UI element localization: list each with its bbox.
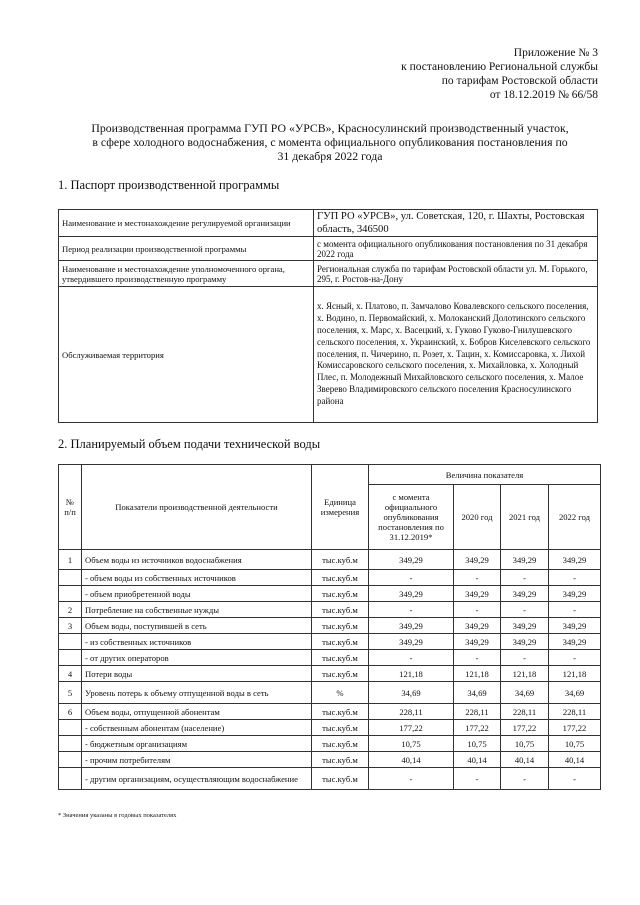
row-value: - xyxy=(454,768,501,790)
table-row xyxy=(59,210,598,237)
passport-value: ГУП РО «УРСВ», ул. Советская, 120, г. Шахты, Ростовская область, 346500 xyxy=(314,210,598,237)
header-unit: Единица измерения xyxy=(312,465,369,550)
footnote: * Значения указаны в годовых показателях xyxy=(58,812,177,819)
row-num: 4 xyxy=(59,666,82,682)
passport-label: Наименование и местонахождение уполномоченного органа, утвердившего производственную программу xyxy=(59,261,314,287)
table-row xyxy=(59,261,598,287)
row-num xyxy=(59,768,82,790)
row-value: 349,29 xyxy=(501,634,549,650)
row-indicator: Объем воды из источников водоснабжения xyxy=(82,550,312,570)
row-value: - xyxy=(549,602,601,618)
row-unit: тыс.куб.м xyxy=(312,634,369,650)
row-value: 349,29 xyxy=(454,586,501,602)
row-value: - xyxy=(369,650,454,666)
volume-table xyxy=(58,464,601,790)
row-value: 228,11 xyxy=(549,704,601,720)
row-indicator: Объем воды, поступившей в сеть xyxy=(82,618,312,634)
table-row xyxy=(59,287,598,423)
row-value: - xyxy=(369,768,454,790)
row-num: 1 xyxy=(59,550,82,570)
row-unit: % xyxy=(312,682,369,704)
row-value: - xyxy=(549,570,601,586)
row-value: 228,11 xyxy=(501,704,549,720)
row-indicator: Потери воды xyxy=(82,666,312,682)
row-value: 349,29 xyxy=(501,586,549,602)
table-row xyxy=(59,704,601,720)
row-num: 5 xyxy=(59,682,82,704)
row-value: - xyxy=(369,602,454,618)
row-num xyxy=(59,720,82,736)
row-num xyxy=(59,586,82,602)
row-value: 349,29 xyxy=(369,586,454,602)
row-value: 228,11 xyxy=(369,704,454,720)
title-line: 31 декабря 2022 года xyxy=(277,149,383,163)
row-unit: тыс.куб.м xyxy=(312,720,369,736)
header-col3: 2021 год xyxy=(501,485,549,550)
row-unit: тыс.куб.м xyxy=(312,752,369,768)
row-num xyxy=(59,650,82,666)
row-value: 177,22 xyxy=(501,720,549,736)
row-value: - xyxy=(369,570,454,586)
title-line: в сфере холодного водоснабжения, с момента официального опубликования постановления по xyxy=(92,135,568,149)
row-value: 34,69 xyxy=(369,682,454,704)
header-group: Величина показателя xyxy=(369,465,601,485)
row-value: 40,14 xyxy=(501,752,549,768)
table-row xyxy=(59,650,601,666)
row-value: - xyxy=(549,650,601,666)
table-row xyxy=(59,736,601,752)
row-value: 349,29 xyxy=(454,618,501,634)
table-row xyxy=(59,550,601,570)
appendix-line: к постановлению Региональной службы xyxy=(401,61,598,73)
row-value: 349,29 xyxy=(454,550,501,570)
row-indicator: - бюджетным организациям xyxy=(82,736,312,752)
row-num: 3 xyxy=(59,618,82,634)
table-row xyxy=(59,682,601,704)
row-value: 34,69 xyxy=(549,682,601,704)
volume-table-body xyxy=(59,550,601,790)
row-indicator: Потребление на собственные нужды xyxy=(82,602,312,618)
row-unit: тыс.куб.м xyxy=(312,704,369,720)
row-value: - xyxy=(501,570,549,586)
row-value: 349,29 xyxy=(501,618,549,634)
row-unit: тыс.куб.м xyxy=(312,650,369,666)
row-value: 349,29 xyxy=(549,618,601,634)
row-unit: тыс.куб.м xyxy=(312,602,369,618)
row-value: 349,29 xyxy=(549,634,601,650)
row-indicator: - от других операторов xyxy=(82,650,312,666)
document-title xyxy=(50,121,610,163)
row-indicator: Уровень потерь к объему отпущенной воды в сеть xyxy=(82,682,312,704)
table-row xyxy=(59,618,601,634)
row-value: 349,29 xyxy=(369,550,454,570)
appendix-line: по тарифам Ростовской области xyxy=(441,75,598,87)
row-unit: тыс.куб.м xyxy=(312,550,369,570)
passport-value: Региональная служба по тарифам Ростовской области ул. М. Горького, 295, г. Ростов-на-Дону xyxy=(314,261,598,287)
row-value: 34,69 xyxy=(454,682,501,704)
row-value: 121,18 xyxy=(501,666,549,682)
row-unit: тыс.куб.м xyxy=(312,570,369,586)
row-indicator: - другим организациям, осуществляющим водоснабжение xyxy=(82,768,312,790)
table-row xyxy=(59,768,601,790)
row-num xyxy=(59,634,82,650)
row-value: - xyxy=(454,602,501,618)
row-value: 349,29 xyxy=(454,634,501,650)
row-value: - xyxy=(549,768,601,790)
row-value: - xyxy=(501,650,549,666)
row-value: - xyxy=(501,768,549,790)
table-row xyxy=(59,634,601,650)
row-indicator: - собственным абонентам (население) xyxy=(82,720,312,736)
row-value: 349,29 xyxy=(549,550,601,570)
title-line: Производственная программа ГУП РО «УРСВ», Красносулинский производственный участок, xyxy=(91,121,569,135)
row-value: 177,22 xyxy=(454,720,501,736)
header-col1: с момента официального опубликования постановления по 31.12.2019* xyxy=(369,485,454,550)
table-row xyxy=(59,752,601,768)
row-unit: тыс.куб.м xyxy=(312,586,369,602)
table-row xyxy=(59,570,601,586)
passport-label: Период реализации производственной программы xyxy=(59,237,314,261)
table-row xyxy=(59,720,601,736)
row-num: 2 xyxy=(59,602,82,618)
row-num xyxy=(59,736,82,752)
row-unit: тыс.куб.м xyxy=(312,666,369,682)
header-num: № п/п xyxy=(59,465,82,550)
passport-value: х. Ясный, х. Платово, п. Замчалово Ковалевского сельского поселения, х. Водино, п. Первомайский, х. Молоканский Долотинского сельского поселения, х. Марс, х. Васецкий, х. Гуково Гуково-Гнилушевского сельского поселения, х. Украинский, х. Бобров Киселевского сельского поселения, п. Чичерино, п. Розет, х. Тацин, х. Комиссаровка, х. Лихой Комиссаровского сельского поселения, х. Михайловка, х. Холодный Плес, п. Молодежный Михайловского сельского поселения, х. Малое Зверево Владимировского сельского поселения Красносулинского района xyxy=(314,287,598,423)
row-value: 349,29 xyxy=(369,634,454,650)
header-indicator: Показатели производственной деятельности xyxy=(82,465,312,550)
row-num: 6 xyxy=(59,704,82,720)
row-indicator: - из собственных источников xyxy=(82,634,312,650)
row-value: 40,14 xyxy=(549,752,601,768)
passport-label: Обслуживаемая территория xyxy=(59,287,314,423)
row-value: 121,18 xyxy=(549,666,601,682)
row-unit: тыс.куб.м xyxy=(312,768,369,790)
row-value: 121,18 xyxy=(454,666,501,682)
row-value: 349,29 xyxy=(501,550,549,570)
appendix-line: от 18.12.2019 № 66/58 xyxy=(489,89,598,101)
passport-table xyxy=(58,209,598,423)
table-row xyxy=(59,237,598,261)
row-indicator: - прочим потребителям xyxy=(82,752,312,768)
header-col2: 2020 год xyxy=(454,485,501,550)
row-indicator: - объем приобретенной воды xyxy=(82,586,312,602)
row-unit: тыс.куб.м xyxy=(312,736,369,752)
row-value: 34,69 xyxy=(501,682,549,704)
appendix-header xyxy=(401,46,598,102)
row-value: 10,75 xyxy=(501,736,549,752)
row-value: 10,75 xyxy=(369,736,454,752)
passport-value: с момента официального опубликования постановления по 31 декабря 2022 года xyxy=(314,237,598,261)
row-value: 121,18 xyxy=(369,666,454,682)
row-value: 349,29 xyxy=(549,586,601,602)
header-col4: 2022 год xyxy=(549,485,601,550)
row-value: - xyxy=(454,650,501,666)
row-indicator: Объем воды, отпущенной абонентам xyxy=(82,704,312,720)
row-value: - xyxy=(501,602,549,618)
row-indicator: - объем воды из собственных источников xyxy=(82,570,312,586)
row-value: 10,75 xyxy=(549,736,601,752)
passport-label: Наименование и местонахождение регулируемой организации xyxy=(59,210,314,237)
table-header-row xyxy=(59,465,601,485)
row-unit: тыс.куб.м xyxy=(312,618,369,634)
row-num xyxy=(59,570,82,586)
table-row xyxy=(59,666,601,682)
row-value: - xyxy=(454,570,501,586)
appendix-line: Приложение № 3 xyxy=(513,47,598,59)
row-value: 349,29 xyxy=(369,618,454,634)
row-value: 177,22 xyxy=(369,720,454,736)
table-row xyxy=(59,586,601,602)
row-value: 10,75 xyxy=(454,736,501,752)
row-num xyxy=(59,752,82,768)
row-value: 228,11 xyxy=(454,704,501,720)
row-value: 177,22 xyxy=(549,720,601,736)
table-row xyxy=(59,602,601,618)
row-value: 40,14 xyxy=(454,752,501,768)
row-value: 40,14 xyxy=(369,752,454,768)
section-heading-volume: 2. Планируемый объем подачи технической воды xyxy=(58,437,321,451)
section-heading-passport: 1. Паспорт производственной программы xyxy=(58,178,280,192)
